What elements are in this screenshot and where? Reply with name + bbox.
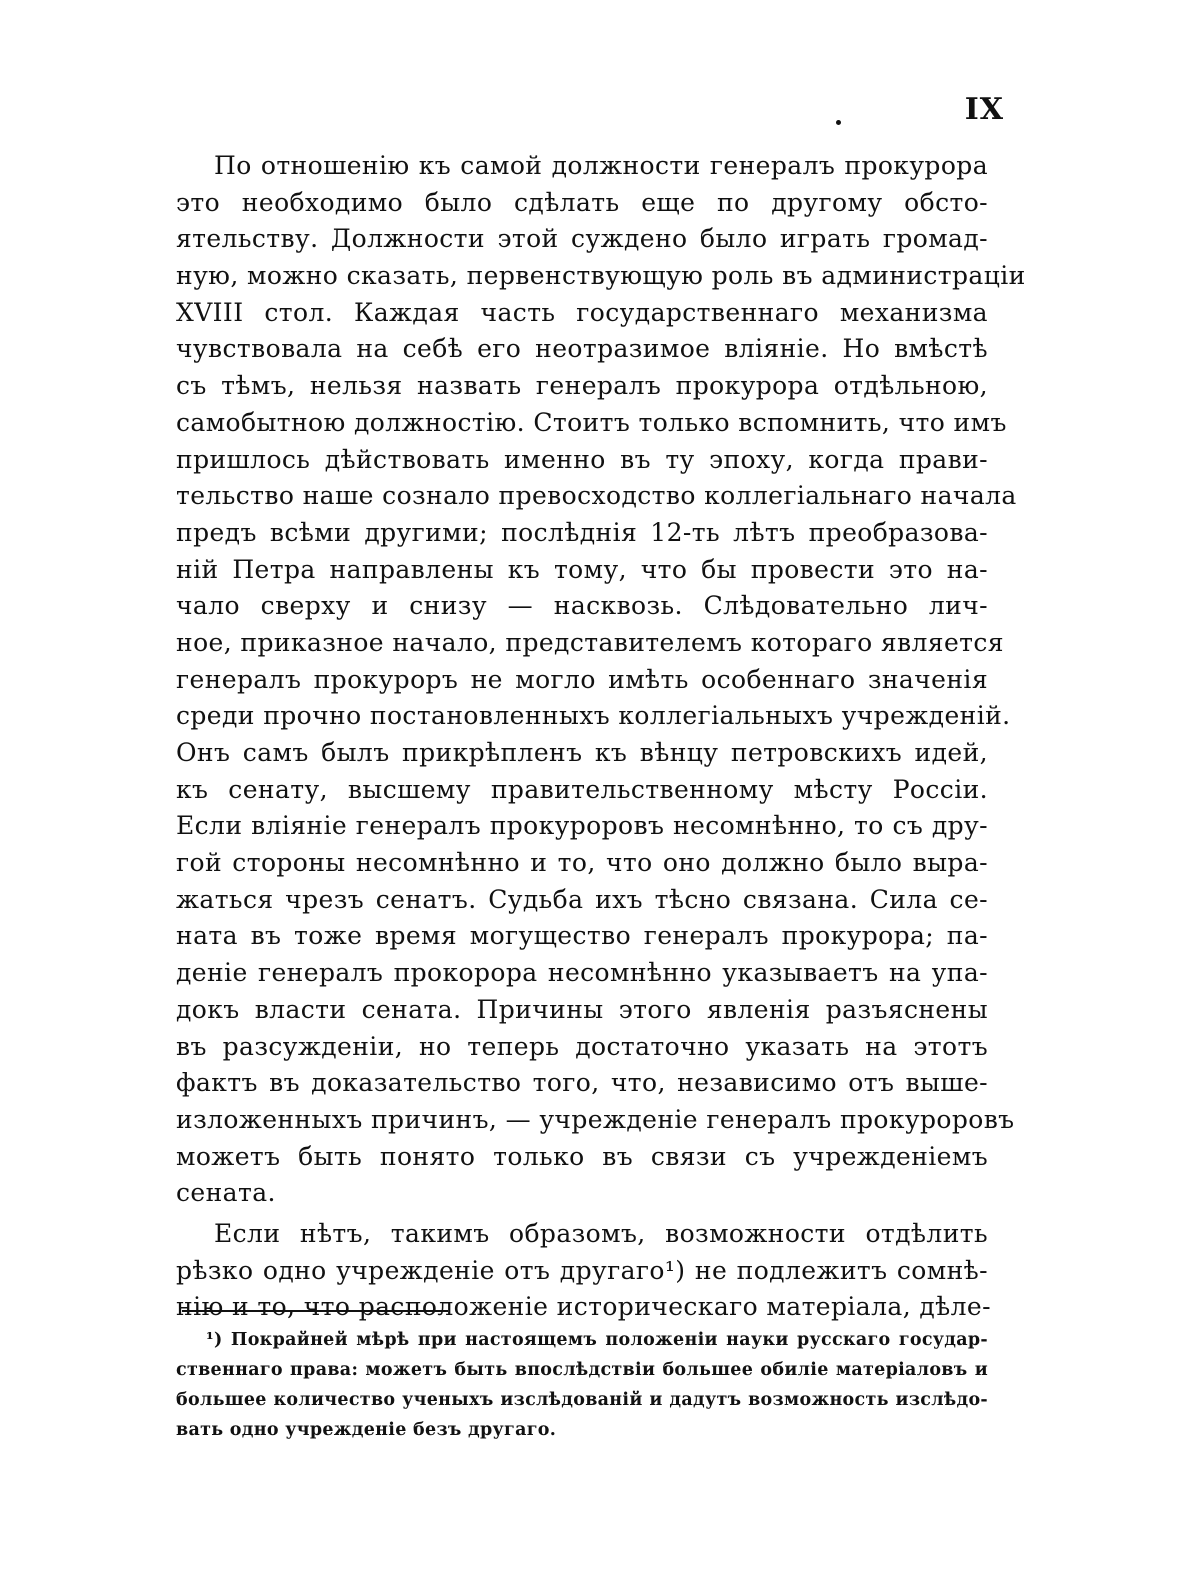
text-line: Если вліяніе генералъ прокуроровъ несомнѣнно, то съ дру- xyxy=(176,811,988,841)
text-line: можетъ быть понято только въ связи съ учрежденіемъ xyxy=(176,1141,988,1171)
footnote-line: ственнаго права: можетъ быть впослѣдствіи большее обиліе матеріаловъ и xyxy=(176,1360,988,1380)
text-line: ную, можно сказать, первенствующую роль въ администраціи xyxy=(176,261,1026,291)
text-line: рѣзко одно учрежденіе отъ другаго¹) не подлежитъ сомнѣ- xyxy=(176,1255,988,1285)
text-line: ній Петра направлены къ тому, что бы провести это на- xyxy=(176,554,988,584)
footnote-separator xyxy=(182,1310,448,1312)
footnote-line: ¹) Покрайней мѣрѣ при настоящемъ положеніи науки русскаго государ- xyxy=(206,1330,988,1350)
text-line: XVIII стол. Каждая часть государственнаго механизма xyxy=(176,297,988,327)
text-line: въ разсужденіи, но теперь достаточно указать на этотъ xyxy=(176,1031,988,1061)
text-line: изложенныхъ причинъ, — учрежденіе генералъ прокуроровъ xyxy=(176,1104,1015,1134)
footnote xyxy=(176,1325,988,1445)
text-line: докъ власти сената. Причины этого явленія разъяснены xyxy=(176,994,988,1024)
text-line: самобытною должностію. Стоитъ только вспомнить, что имъ xyxy=(176,407,1007,437)
text-line: нію и то, что расположеніе историческаго матеріала, дѣле- xyxy=(176,1292,991,1322)
text-line: генералъ прокуроръ не могло имѣть особеннаго значенія xyxy=(176,664,988,694)
text-line: тельство наше сознало превосходство коллегіальнаго начала xyxy=(176,481,1017,511)
main-text xyxy=(176,148,1026,1326)
footnote-line: вать одно учрежденіе безъ другаго. xyxy=(176,1420,557,1440)
text-line: съ тѣмъ, нельзя назвать генералъ прокурора отдѣльною, xyxy=(176,371,988,401)
text-line: фактъ въ доказательство того, что, независимо отъ выше- xyxy=(176,1068,988,1098)
text-line: чувствовала на себѣ его неотразимое вліяніе. Но вмѣстѣ xyxy=(176,334,988,364)
print-speck xyxy=(836,120,841,125)
text-line: пришлось дѣйствовать именно въ ту эпоху, когда прави- xyxy=(176,444,988,474)
text-line: ное, приказное начало, представителемъ котораго является xyxy=(176,627,1004,657)
text-line: среди прочно постановленныхъ коллегіальныхъ учрежденій. xyxy=(176,701,1011,731)
paragraph-1 xyxy=(176,148,1026,1212)
text-line: ната въ тоже время могущество генералъ прокурора; па- xyxy=(176,921,988,951)
text-line: предъ всѣми другими; послѣднія 12-ть лѣтъ преобразова- xyxy=(176,517,988,547)
page-number: IX xyxy=(964,92,1004,127)
text-line: По отношенію къ самой должности генералъ прокурора xyxy=(214,151,988,180)
text-line: къ сенату, высшему правительственному мѣсту Россіи. xyxy=(176,774,988,804)
text-line: чало сверху и снизу — насквозь. Слѣдовательно лич- xyxy=(176,591,988,621)
text-line: сената. xyxy=(176,1178,276,1208)
text-line: жаться чрезъ сенатъ. Судьба ихъ тѣсно связана. Сила се- xyxy=(176,884,988,914)
footnote-line: большее количество ученыхъ изслѣдованій и дадутъ возможность изслѣдо- xyxy=(176,1390,988,1410)
text-line: ятельству. Должности этой суждено было играть громад- xyxy=(176,224,988,254)
text-line: деніе генералъ прокорора несомнѣнно указываетъ на упа- xyxy=(176,958,988,988)
text-line: гой стороны несомнѣнно и то, что оно должно было выра- xyxy=(176,848,988,878)
text-line: Если нѣтъ, такимъ образомъ, возможности отдѣлить xyxy=(214,1218,988,1248)
text-line: Онъ самъ былъ прикрѣпленъ къ вѣнцу петровскихъ идей, xyxy=(176,738,988,767)
text-line: это необходимо было сдѣлать еще по другому обсто- xyxy=(176,187,988,217)
